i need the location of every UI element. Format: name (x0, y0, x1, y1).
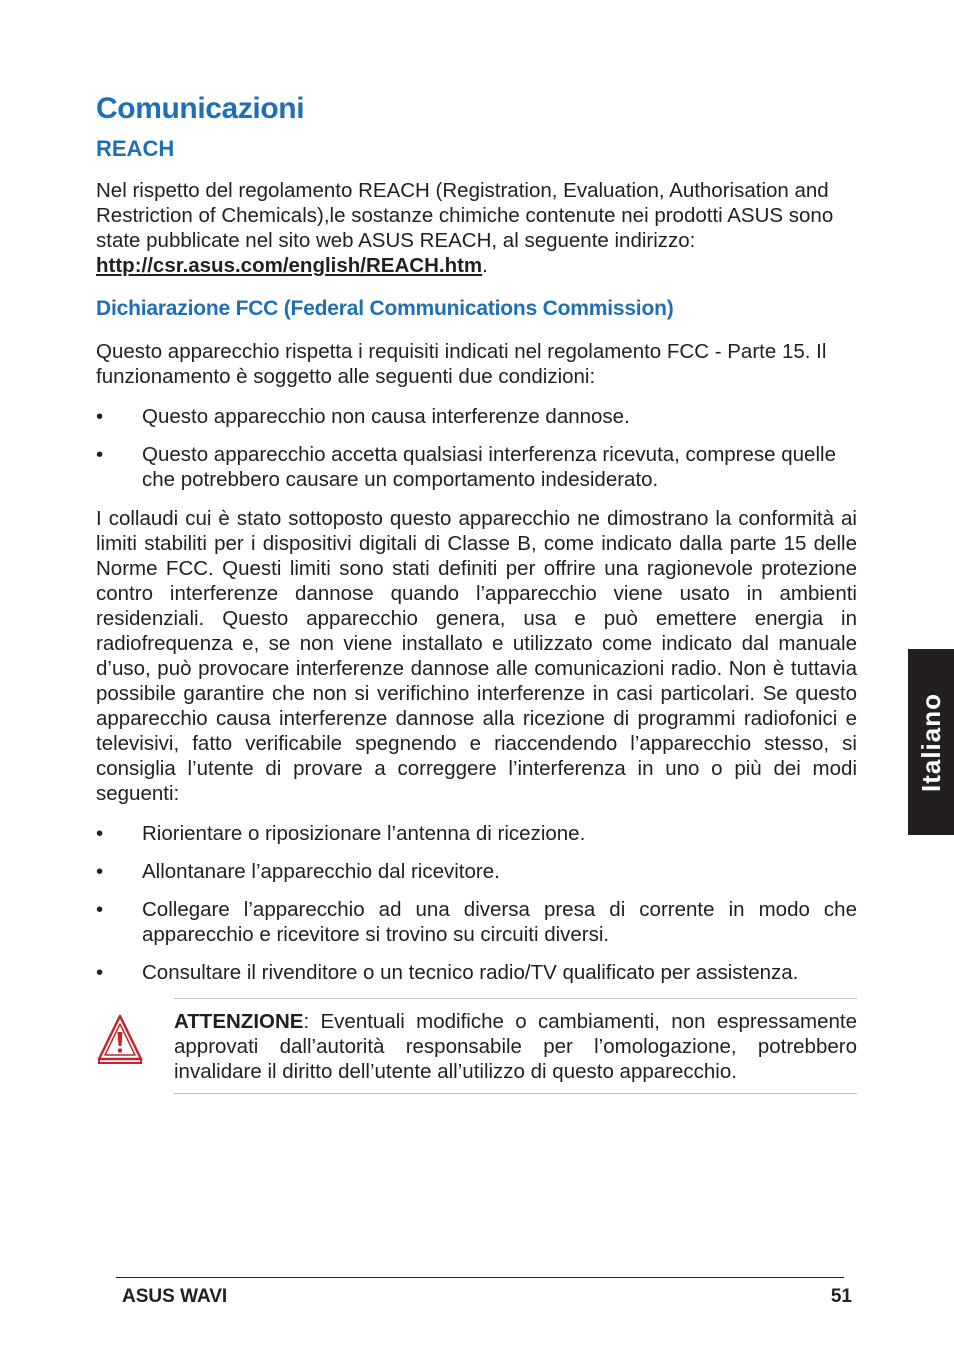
warning-note (96, 998, 857, 1096)
reach-link[interactable]: http://csr.asus.com/english/REACH.htm (96, 254, 483, 277)
warning-box (174, 998, 857, 1094)
bullet: • (96, 443, 104, 466)
list-item-text: Consultare il rivenditore o un tecnico radio/TV qualificato per assistenza. (142, 961, 799, 984)
list-item (96, 859, 857, 884)
footer-page-number: 51 (830, 1286, 852, 1307)
reach-heading: REACH (96, 136, 175, 161)
list-item-text: Questo apparecchio accetta qualsiasi interferenza ricevuta, comprese quelle che potrebbero causare un comportamento indesiderato. (142, 443, 836, 491)
fcc-remedies-list (96, 821, 857, 985)
list-item-text: Questo apparecchio non causa interferenze dannose. (142, 405, 630, 428)
page-content (96, 92, 857, 1096)
list-item (96, 960, 857, 985)
fcc-tests-paragraph: I collaudi cui è stato sottoposto questo apparecchio ne dimostrano la conformità ai limiti stabiliti per i dispositivi digitali di Classe B, come indicato dalla parte 15 delle Norme FCC. Questi limiti sono stati definiti per offrire una ragionevole protezione contro interferenze dannose quando l’apparecchio viene usato in ambienti residenziali. Questo apparecchio genera, usa e può emettere energia in radiofrequenza e, se non viene installato e utilizzato come indicato dal manuale d’uso, può provocare interferenze dannose alle comunicazioni radio. Non è tuttavia possibile garantire che non si verifichino interferenze in casi particolari. Se questo apparecchio causa interferenze dannose alla ricezione di programmi radiofonici e televisivi, fatto verificabile spegnendo e riaccendendo l’apparecchio stesso, si consiglia l’utente di provare a correggere l’interferenza in uno o più dei modi seguenti: (96, 507, 857, 805)
fcc-heading: Dichiarazione FCC (Federal Communications Commission) (96, 297, 674, 320)
fcc-conditions-list (96, 404, 857, 492)
reach-period: . (482, 254, 488, 277)
warning-triangle-icon (96, 1013, 144, 1067)
list-item-text: Collegare l’apparecchio ad una diversa presa di corrente in modo che apparecchio e ricevitore si trovino su circuiti diversi. (142, 898, 857, 946)
bullet: • (96, 860, 104, 883)
fcc-intro: Questo apparecchio rispetta i requisiti indicati nel regolamento FCC - Parte 15. Il funzionamento è soggetto alle seguenti due condizioni: (96, 340, 827, 388)
language-tab (908, 649, 954, 835)
list-item (96, 442, 857, 492)
bullet: • (96, 961, 104, 984)
bullet: • (96, 822, 104, 845)
bullet: • (96, 898, 104, 921)
list-item-text: Allontanare l’apparecchio dal ricevitore. (142, 860, 500, 883)
warning-text (174, 1009, 857, 1084)
reach-paragraph (96, 178, 857, 278)
list-item (96, 897, 857, 947)
list-item (96, 821, 857, 846)
bullet: • (96, 405, 104, 428)
language-tab-label: Italiano (915, 692, 946, 792)
warning-body: Eventuali modifiche o cambiamenti, non espressamente approvati dall’autorità responsabile per l’omologazione, potrebbero invalidare il diritto dell’utente all’utilizzo di questo apparecchio. (174, 1010, 857, 1083)
footer-divider (116, 1277, 844, 1278)
list-item (96, 404, 857, 429)
list-item-text: Riorientare o riposizionare l’antenna di ricezione. (142, 822, 586, 845)
reach-text: Nel rispetto del regolamento REACH (Registration, Evaluation, Authorisation and Restriction of Chemicals),le sostanze chimiche contenute nei prodotti ASUS sono state pubblicate nel sito web ASUS REACH, al seguente indirizzo: (96, 179, 834, 252)
warning-label: ATTENZIONE (174, 1010, 304, 1033)
warning-separator: : (303, 1010, 321, 1033)
footer-product: ASUS WAVI (122, 1286, 228, 1307)
page-title: Comunicazioni (96, 92, 305, 125)
